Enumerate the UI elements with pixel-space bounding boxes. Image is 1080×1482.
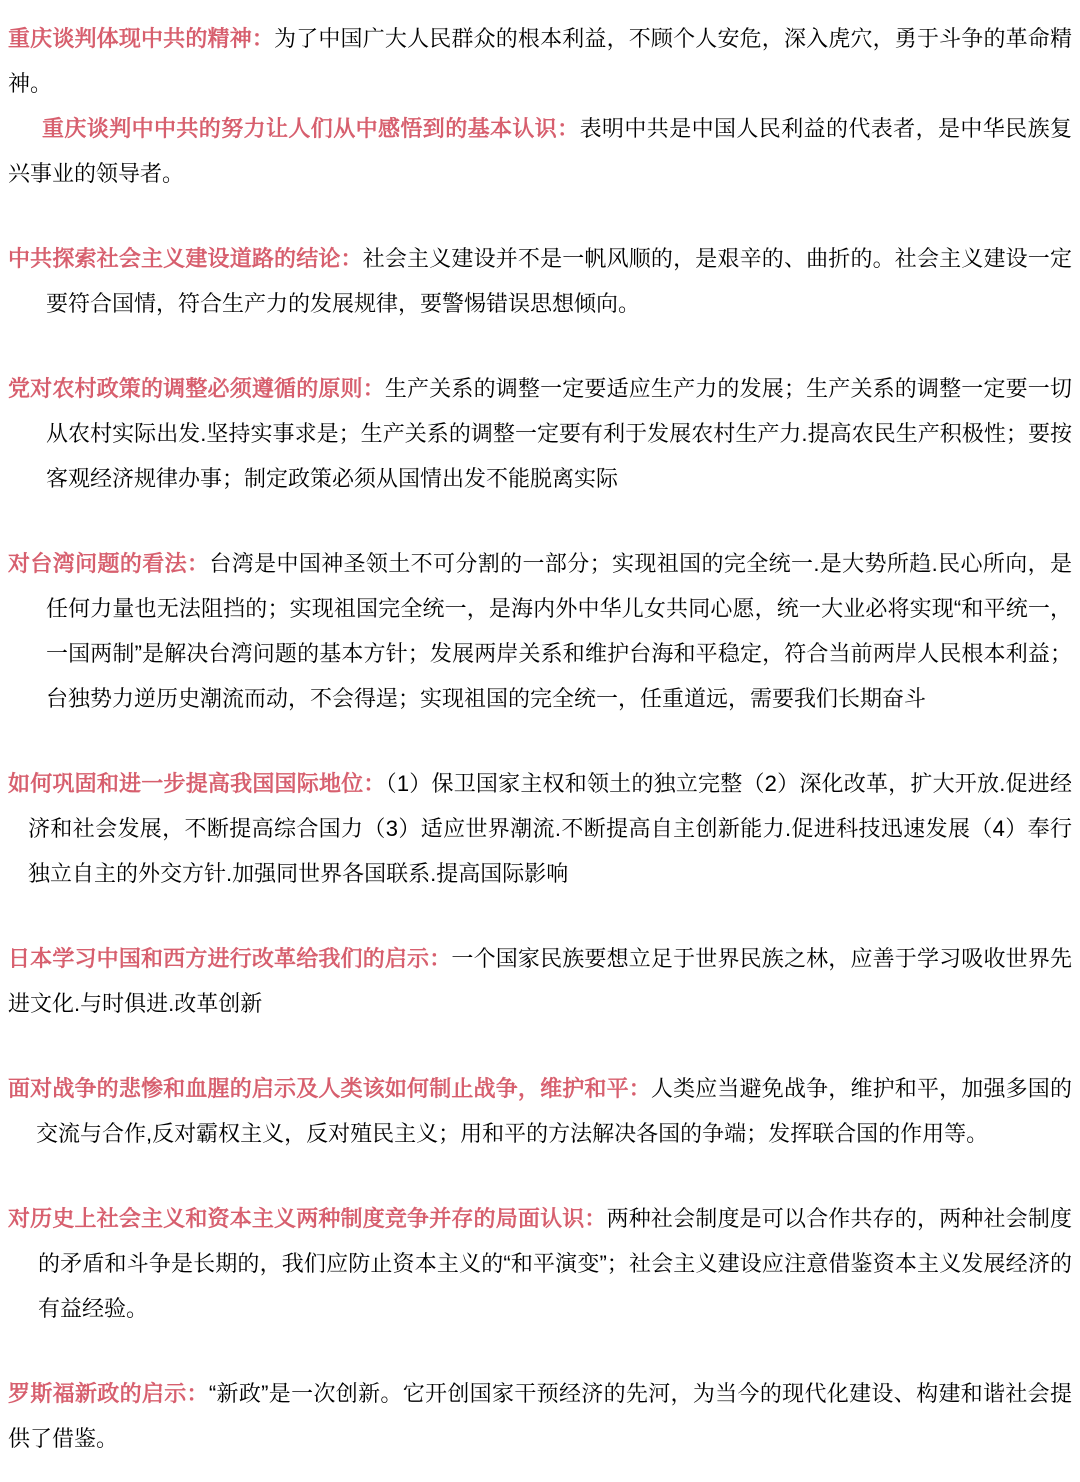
paragraph-body: 人类应当避免战争，维护和平，加强多国的交流与合作,反对霸权主义，反对殖民主义；用和平的方法解决各国的争端；发挥联合国的作用等。 [36,1076,1072,1146]
paragraph-body: （1）保卫国家主权和领土的独立完整（2）深化改革，扩大开放.促进经济和社会发展，不断提高综合国力（3）适应世界潮流.不断提高自主创新能力.促进科技迅速发展（4）奉行独立自主的外交方针.加强同世界各国联系.提高国际影响 [28,771,1072,886]
para-international-status [8,761,1072,896]
paragraph-heading: 罗斯福新政的启示： [8,1381,209,1406]
paragraph-heading: 面对战争的悲惨和血腥的启示及人类该如何制止战争，维护和平： [8,1076,651,1101]
paragraph-heading: 对台湾问题的看法： [8,551,210,576]
para-socialism-exploration [8,236,1072,326]
para-japan-reform [8,936,1072,1026]
paragraph-body: 两种社会制度是可以合作共存的，两种社会制度的矛盾和斗争是长期的，我们应防止资本主义的“和平演变”；社会主义建设应注意借鉴资本主义发展经济的有益经验。 [38,1206,1072,1321]
paragraph-heading: 如何巩固和进一步提高我国国际地位： [8,771,386,796]
para-rural-policy [8,366,1072,501]
paragraph-heading: 日本学习中国和西方进行改革给我们的启示： [8,946,452,971]
paragraph-body: 社会主义建设并不是一帆风顺的，是艰辛的、曲折的。社会主义建设一定要符合国情，符合生产力的发展规律，要警惕错误思想倾向。 [46,246,1072,316]
paragraph-body: 生产关系的调整一定要适应生产力的发展；生产关系的调整一定要一切从农村实际出发.坚持实事求是；生产关系的调整一定要有利于发展农村生产力.提高农民生产积极性；要按客观经济规律办事；制定政策必须从国情出发不能脱离实际 [46,376,1072,491]
para-war-peace [8,1066,1072,1156]
paragraph-heading: 中共探索社会主义建设道路的结论： [8,246,363,271]
para-chongqing-insight [8,106,1072,196]
paragraph-heading: 重庆谈判体现中共的精神： [8,26,275,51]
paragraph-heading: 党对农村政策的调整必须遵循的原则： [8,376,385,401]
paragraph-body: 为了中国广大人民群众的根本利益，不顾个人安危，深入虎穴，勇于斗争的革命精神。 [8,26,1072,96]
paragraph-body: 表明中共是中国人民利益的代表者，是中华民族复兴事业的领导者。 [8,116,1072,186]
paragraph-body: “新政”是一次创新。它开创国家干预经济的先河，为当今的现代化建设、构建和谐社会提供了借鉴。 [8,1381,1072,1451]
paragraph-heading: 重庆谈判中中共的努力让人们从中感悟到的基本认识： [42,116,580,141]
paragraph-body: 一个国家民族要想立足于世界民族之林，应善于学习吸收世界先进文化.与时俱进.改革创新 [8,946,1072,1016]
para-new-deal [8,1371,1072,1461]
para-two-systems [8,1196,1072,1331]
para-chongqing-spirit [8,16,1072,106]
paragraph-heading: 对历史上社会主义和资本主义两种制度竞争并存的局面认识： [8,1206,607,1231]
para-taiwan-view [8,541,1072,721]
paragraph-body: 台湾是中国神圣领土不可分割的一部分；实现祖国的完全统一.是大势所趋.民心所向，是任何力量也无法阻挡的；实现祖国完全统一，是海内外中华儿女共同心愿，统一大业必将实现“和平统一，一国两制”是解决台湾问题的基本方针；发展两岸关系和维护台海和平稳定，符合当前两岸人民根本利益；台独势力逆历史潮流而动，不会得逞；实现祖国的完全统一，任重道远，需要我们长期奋斗 [46,551,1072,711]
